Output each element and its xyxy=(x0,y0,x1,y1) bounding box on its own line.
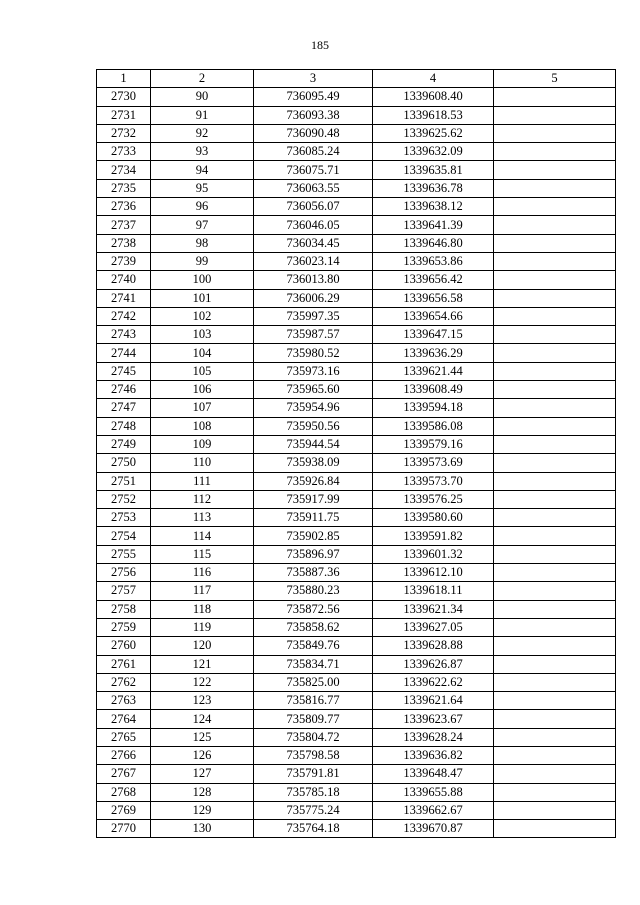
table-cell: 90 xyxy=(151,88,254,106)
table-cell: 1339670.87 xyxy=(373,820,494,838)
table-cell: 1339608.49 xyxy=(373,381,494,399)
table-cell: 2763 xyxy=(97,692,151,710)
table-cell: 1339621.34 xyxy=(373,600,494,618)
column-header: 5 xyxy=(494,70,616,88)
table-row xyxy=(97,344,616,362)
table-cell: 1339653.86 xyxy=(373,252,494,270)
table-cell: 117 xyxy=(151,582,254,600)
table-cell: 2731 xyxy=(97,106,151,124)
table-cell: 2735 xyxy=(97,179,151,197)
table-row xyxy=(97,472,616,490)
table-row xyxy=(97,399,616,417)
table-cell xyxy=(494,545,616,563)
table-cell: 1339618.53 xyxy=(373,106,494,124)
table-cell: 735944.54 xyxy=(254,435,373,453)
table-cell xyxy=(494,88,616,106)
table-cell xyxy=(494,454,616,472)
table-row xyxy=(97,509,616,527)
table-row xyxy=(97,381,616,399)
table-cell: 2750 xyxy=(97,454,151,472)
table-cell: 735938.09 xyxy=(254,454,373,472)
table-cell xyxy=(494,362,616,380)
table-cell: 2741 xyxy=(97,289,151,307)
table-cell: 1339579.16 xyxy=(373,435,494,453)
table-cell: 1339636.29 xyxy=(373,344,494,362)
table-cell: 2737 xyxy=(97,216,151,234)
table-cell: 1339656.58 xyxy=(373,289,494,307)
table-cell: 96 xyxy=(151,198,254,216)
table-cell: 736006.29 xyxy=(254,289,373,307)
table-cell xyxy=(494,783,616,801)
table-cell: 735987.57 xyxy=(254,326,373,344)
table-cell: 736023.14 xyxy=(254,252,373,270)
table-row xyxy=(97,326,616,344)
table-row xyxy=(97,454,616,472)
table-row xyxy=(97,746,616,764)
table-cell: 735764.18 xyxy=(254,820,373,838)
table-cell: 735880.23 xyxy=(254,582,373,600)
table-cell xyxy=(494,490,616,508)
table-cell: 1339656.42 xyxy=(373,271,494,289)
table-cell: 1339662.67 xyxy=(373,801,494,819)
table-row xyxy=(97,618,616,636)
table-cell: 2733 xyxy=(97,143,151,161)
table-cell: 102 xyxy=(151,307,254,325)
table-cell: 736085.24 xyxy=(254,143,373,161)
table-cell: 1339573.70 xyxy=(373,472,494,490)
table-cell: 736046.05 xyxy=(254,216,373,234)
table-row xyxy=(97,234,616,252)
table-cell: 2768 xyxy=(97,783,151,801)
table-cell: 108 xyxy=(151,417,254,435)
table-cell: 122 xyxy=(151,673,254,691)
table-cell: 2757 xyxy=(97,582,151,600)
table-row xyxy=(97,179,616,197)
table-cell: 2738 xyxy=(97,234,151,252)
table-cell: 2751 xyxy=(97,472,151,490)
table-cell: 2747 xyxy=(97,399,151,417)
table-cell: 736034.45 xyxy=(254,234,373,252)
table-cell: 735917.99 xyxy=(254,490,373,508)
table-cell: 2756 xyxy=(97,564,151,582)
table-cell: 735973.16 xyxy=(254,362,373,380)
table-cell: 735965.60 xyxy=(254,381,373,399)
table-row xyxy=(97,673,616,691)
table-cell: 107 xyxy=(151,399,254,417)
table-cell xyxy=(494,728,616,746)
table-cell xyxy=(494,252,616,270)
table-cell: 130 xyxy=(151,820,254,838)
table-cell: 124 xyxy=(151,710,254,728)
table-cell: 1339632.09 xyxy=(373,143,494,161)
table-cell: 2748 xyxy=(97,417,151,435)
table-cell xyxy=(494,234,616,252)
table-cell: 114 xyxy=(151,527,254,545)
table-cell xyxy=(494,618,616,636)
table-cell: 93 xyxy=(151,143,254,161)
table-cell: 1339601.32 xyxy=(373,545,494,563)
table-row xyxy=(97,307,616,325)
table-cell: 1339576.25 xyxy=(373,490,494,508)
table-row xyxy=(97,252,616,270)
table-cell xyxy=(494,765,616,783)
table-cell: 2758 xyxy=(97,600,151,618)
table-row xyxy=(97,289,616,307)
table-row xyxy=(97,362,616,380)
table-cell: 1339623.67 xyxy=(373,710,494,728)
table-cell: 2732 xyxy=(97,124,151,142)
table-cell: 121 xyxy=(151,655,254,673)
table-cell: 2767 xyxy=(97,765,151,783)
table-cell xyxy=(494,582,616,600)
table-row xyxy=(97,545,616,563)
table-cell: 735798.58 xyxy=(254,746,373,764)
table-row xyxy=(97,216,616,234)
table-cell: 1339612.10 xyxy=(373,564,494,582)
table-cell xyxy=(494,271,616,289)
table-row xyxy=(97,801,616,819)
table-cell xyxy=(494,307,616,325)
table-cell: 1339608.40 xyxy=(373,88,494,106)
table-cell: 1339628.24 xyxy=(373,728,494,746)
coordinates-table xyxy=(96,69,616,838)
table-cell: 118 xyxy=(151,600,254,618)
table-cell: 119 xyxy=(151,618,254,636)
table-body xyxy=(97,88,616,838)
table-cell: 2745 xyxy=(97,362,151,380)
table-cell: 1339646.80 xyxy=(373,234,494,252)
table-cell xyxy=(494,746,616,764)
table-row xyxy=(97,820,616,838)
table-cell xyxy=(494,198,616,216)
table-cell xyxy=(494,143,616,161)
table-cell xyxy=(494,801,616,819)
table-cell: 91 xyxy=(151,106,254,124)
table-row xyxy=(97,527,616,545)
table-cell: 2764 xyxy=(97,710,151,728)
table-cell: 97 xyxy=(151,216,254,234)
table-cell: 735849.76 xyxy=(254,637,373,655)
table-cell: 1339594.18 xyxy=(373,399,494,417)
table-cell: 735804.72 xyxy=(254,728,373,746)
table-cell: 2740 xyxy=(97,271,151,289)
table-cell: 110 xyxy=(151,454,254,472)
table-cell: 126 xyxy=(151,746,254,764)
table-cell: 736013.80 xyxy=(254,271,373,289)
table-cell: 735834.71 xyxy=(254,655,373,673)
table-cell: 1339654.66 xyxy=(373,307,494,325)
table-cell: 1339628.88 xyxy=(373,637,494,655)
table-cell: 2742 xyxy=(97,307,151,325)
table-cell: 736093.38 xyxy=(254,106,373,124)
table-cell: 116 xyxy=(151,564,254,582)
table-cell: 2744 xyxy=(97,344,151,362)
table-cell: 125 xyxy=(151,728,254,746)
table-row xyxy=(97,692,616,710)
table-row xyxy=(97,637,616,655)
table-cell: 735980.52 xyxy=(254,344,373,362)
table-cell: 735926.84 xyxy=(254,472,373,490)
table-cell: 129 xyxy=(151,801,254,819)
table-cell: 1339626.87 xyxy=(373,655,494,673)
table-cell: 92 xyxy=(151,124,254,142)
table-cell: 1339621.64 xyxy=(373,692,494,710)
table-cell: 735785.18 xyxy=(254,783,373,801)
page-number: 185 xyxy=(311,38,329,52)
table-cell xyxy=(494,472,616,490)
table-cell: 735896.97 xyxy=(254,545,373,563)
table-cell xyxy=(494,179,616,197)
table-cell: 736095.49 xyxy=(254,88,373,106)
table-cell: 735911.75 xyxy=(254,509,373,527)
table-cell xyxy=(494,509,616,527)
table-cell: 1339638.12 xyxy=(373,198,494,216)
table-row xyxy=(97,161,616,179)
table-cell xyxy=(494,673,616,691)
table-cell xyxy=(494,692,616,710)
table-cell: 1339627.05 xyxy=(373,618,494,636)
table-cell: 106 xyxy=(151,381,254,399)
table-cell: 736063.55 xyxy=(254,179,373,197)
table-cell: 111 xyxy=(151,472,254,490)
table-cell: 1339636.78 xyxy=(373,179,494,197)
table-row xyxy=(97,783,616,801)
table-cell xyxy=(494,820,616,838)
table-cell: 2762 xyxy=(97,673,151,691)
table-row xyxy=(97,88,616,106)
table-cell xyxy=(494,637,616,655)
table-cell: 2739 xyxy=(97,252,151,270)
table-cell: 2759 xyxy=(97,618,151,636)
table-cell: 1339641.39 xyxy=(373,216,494,234)
table-cell: 120 xyxy=(151,637,254,655)
column-header: 4 xyxy=(373,70,494,88)
table-cell: 1339647.15 xyxy=(373,326,494,344)
table-cell xyxy=(494,381,616,399)
table-cell xyxy=(494,527,616,545)
table-cell xyxy=(494,655,616,673)
table-cell xyxy=(494,289,616,307)
table-row xyxy=(97,490,616,508)
table-cell: 735950.56 xyxy=(254,417,373,435)
table-cell: 735954.96 xyxy=(254,399,373,417)
table-row xyxy=(97,198,616,216)
table-cell: 2753 xyxy=(97,509,151,527)
table-cell: 2755 xyxy=(97,545,151,563)
table-row xyxy=(97,582,616,600)
table-row xyxy=(97,728,616,746)
table-cell: 2754 xyxy=(97,527,151,545)
table-cell xyxy=(494,417,616,435)
table-cell: 735809.77 xyxy=(254,710,373,728)
table-cell: 735825.00 xyxy=(254,673,373,691)
table-cell: 94 xyxy=(151,161,254,179)
table-cell xyxy=(494,326,616,344)
table-cell: 1339573.69 xyxy=(373,454,494,472)
table-cell: 101 xyxy=(151,289,254,307)
table-cell: 2746 xyxy=(97,381,151,399)
table-cell: 2749 xyxy=(97,435,151,453)
table-cell: 1339622.62 xyxy=(373,673,494,691)
table-cell: 2736 xyxy=(97,198,151,216)
table-cell: 115 xyxy=(151,545,254,563)
table-cell: 735791.81 xyxy=(254,765,373,783)
table-row xyxy=(97,124,616,142)
table-cell: 1339580.60 xyxy=(373,509,494,527)
table-cell xyxy=(494,124,616,142)
table-row xyxy=(97,435,616,453)
table-cell: 1339586.08 xyxy=(373,417,494,435)
table-cell xyxy=(494,399,616,417)
table-row xyxy=(97,417,616,435)
table-cell: 109 xyxy=(151,435,254,453)
table-cell: 2769 xyxy=(97,801,151,819)
table-cell: 1339621.44 xyxy=(373,362,494,380)
table-cell: 2752 xyxy=(97,490,151,508)
table-cell: 105 xyxy=(151,362,254,380)
table-header-row xyxy=(97,70,616,88)
table-cell: 2766 xyxy=(97,746,151,764)
column-header: 1 xyxy=(97,70,151,88)
table-row xyxy=(97,564,616,582)
table-cell: 736056.07 xyxy=(254,198,373,216)
table-cell: 2730 xyxy=(97,88,151,106)
table-cell: 1339635.81 xyxy=(373,161,494,179)
table-cell: 1339625.62 xyxy=(373,124,494,142)
table-cell: 735997.35 xyxy=(254,307,373,325)
table-cell xyxy=(494,600,616,618)
table-cell: 95 xyxy=(151,179,254,197)
table-cell: 1339648.47 xyxy=(373,765,494,783)
table-cell: 1339636.82 xyxy=(373,746,494,764)
table-cell xyxy=(494,216,616,234)
table-cell: 128 xyxy=(151,783,254,801)
column-header: 2 xyxy=(151,70,254,88)
table-cell: 99 xyxy=(151,252,254,270)
table-cell xyxy=(494,710,616,728)
table-cell: 735775.24 xyxy=(254,801,373,819)
table-cell: 113 xyxy=(151,509,254,527)
table-cell xyxy=(494,344,616,362)
column-header: 3 xyxy=(254,70,373,88)
table-cell: 735858.62 xyxy=(254,618,373,636)
table-cell: 112 xyxy=(151,490,254,508)
table-cell: 735872.56 xyxy=(254,600,373,618)
table-cell: 735816.77 xyxy=(254,692,373,710)
table-cell: 98 xyxy=(151,234,254,252)
table-cell: 103 xyxy=(151,326,254,344)
table-cell: 100 xyxy=(151,271,254,289)
table-row xyxy=(97,765,616,783)
table-cell: 123 xyxy=(151,692,254,710)
table-cell: 2761 xyxy=(97,655,151,673)
table-row xyxy=(97,106,616,124)
table-cell: 735887.36 xyxy=(254,564,373,582)
table-row xyxy=(97,600,616,618)
table-cell: 2743 xyxy=(97,326,151,344)
table-row xyxy=(97,143,616,161)
table-cell: 127 xyxy=(151,765,254,783)
table-row xyxy=(97,710,616,728)
table-cell: 735902.85 xyxy=(254,527,373,545)
table-cell: 104 xyxy=(151,344,254,362)
table-cell: 1339655.88 xyxy=(373,783,494,801)
table-cell: 2734 xyxy=(97,161,151,179)
table-cell: 2765 xyxy=(97,728,151,746)
table-cell: 1339618.11 xyxy=(373,582,494,600)
table-cell: 1339591.82 xyxy=(373,527,494,545)
table-cell: 2770 xyxy=(97,820,151,838)
table-row xyxy=(97,655,616,673)
table-cell: 736090.48 xyxy=(254,124,373,142)
table-cell xyxy=(494,435,616,453)
table-cell: 736075.71 xyxy=(254,161,373,179)
table-cell xyxy=(494,106,616,124)
table-cell xyxy=(494,161,616,179)
table-cell xyxy=(494,564,616,582)
table-row xyxy=(97,271,616,289)
table-cell: 2760 xyxy=(97,637,151,655)
